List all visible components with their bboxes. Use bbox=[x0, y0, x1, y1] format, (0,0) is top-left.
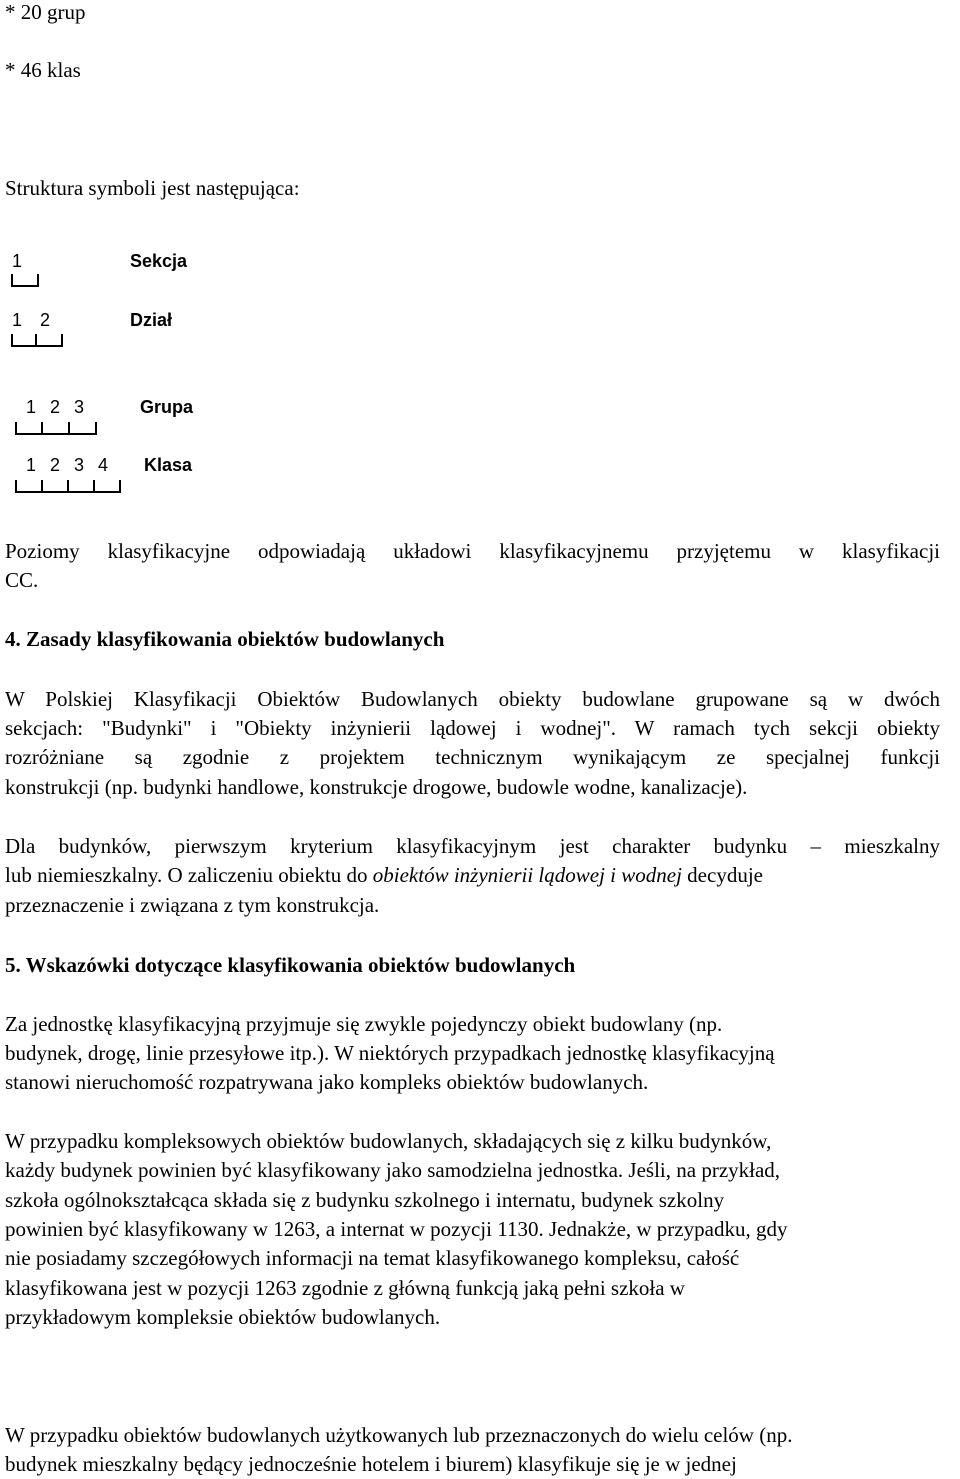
diagram-digit: 2 bbox=[50, 397, 61, 417]
text-line: Za jednostkę klasyfikacyjną przyjmuje się zwykle pojedynczy obiekt budowlany (np. bbox=[5, 1012, 723, 1036]
diagram-digit: 3 bbox=[74, 455, 85, 475]
diagram-label-grupa: Grupa bbox=[140, 397, 194, 417]
text-line: rozróżniane są zgodnie z projektem technicznym wynikającym ze specjalnej funkcji bbox=[5, 745, 940, 769]
list-item: * 20 grup bbox=[5, 0, 86, 24]
diagram-digit: 2 bbox=[50, 455, 61, 475]
text-line: W przypadku kompleksowych obiektów budowlanych, składających się z kilku budynków, bbox=[5, 1129, 772, 1153]
symbol-structure-diagram bbox=[10, 248, 220, 503]
text-line: szkoła ogólnokształcąca składa się z budynku szkolnego i internatu, budynek szkolny bbox=[5, 1188, 725, 1212]
text-line: budynek, drogę, linie przesyłowe itp.). W niektórych przypadkach jednostkę klasyfikacyjną bbox=[5, 1041, 775, 1065]
diagram-digit: 4 bbox=[98, 455, 109, 475]
text-span: lub niemieszkalny. O zaliczeniu obiektu do bbox=[5, 863, 373, 887]
text-line: sekcjach: "Budynki" i "Obiekty inżynierii lądowej i wodnej". W ramach tych sekcji obiekty bbox=[5, 716, 940, 740]
text-line bbox=[5, 865, 763, 886]
diagram-digit: 1 bbox=[12, 310, 23, 330]
bracket-icon bbox=[10, 332, 70, 352]
text-line: budynek mieszkalny będący jednocześnie hotelem i biurem) klasyfikuje się je w jednej bbox=[5, 1452, 737, 1476]
text-line: Dla budynków, pierwszym kryterium klasyfikacyjnym jest charakter budynku – mieszkalny bbox=[5, 834, 940, 858]
diagram-label-klasa: Klasa bbox=[144, 455, 193, 475]
section-heading-5: 5. Wskazówki dotyczące klasyfikowania obiektów budowlanych bbox=[5, 953, 576, 977]
diagram-digit: 1 bbox=[26, 455, 37, 475]
bracket-icon bbox=[10, 272, 50, 292]
text-line: W przypadku obiektów budowlanych użytkowanych lub przeznaczonych do wielu celów (np. bbox=[5, 1423, 793, 1447]
diagram-digit: 3 bbox=[74, 397, 85, 417]
diagram-digit: 1 bbox=[12, 251, 23, 271]
text-line: przeznaczenie i związana z tym konstrukcja. bbox=[5, 893, 380, 917]
text-line: nie posiadamy szczegółowych informacji na temat klasyfikowanego kompleksu, całość bbox=[5, 1246, 740, 1270]
emphasis-text: obiektów inżynierii lądowej i wodnej bbox=[372, 863, 682, 887]
intro-text: Struktura symboli jest następująca: bbox=[5, 176, 300, 200]
text-line: stanowi nieruchomość rozpatrywana jako kompleks obiektów budowlanych. bbox=[5, 1070, 649, 1094]
text-line: CC. bbox=[5, 568, 39, 592]
list-item: * 46 klas bbox=[5, 58, 81, 82]
diagram-digit: 1 bbox=[26, 397, 37, 417]
text-line: przykładowym kompleksie obiektów budowlanych. bbox=[5, 1305, 441, 1329]
text-line: konstrukcji (np. budynki handlowe, konstrukcje drogowe, budowle wodne, kanalizacje). bbox=[5, 775, 748, 799]
text-span: decyduje bbox=[681, 863, 763, 887]
bracket-icon bbox=[14, 478, 134, 498]
section-heading-4: 4. Zasady klasyfikowania obiektów budowlanych bbox=[5, 627, 445, 651]
diagram-label-dzial: Dział bbox=[130, 310, 173, 330]
text-line: każdy budynek powinien być klasyfikowany jako samodzielna jednostka. Jeśli, na przykład, bbox=[5, 1158, 781, 1182]
text-line: Poziomy klasyfikacyjne odpowiadają układowi klasyfikacyjnemu przyjętemu w klasyfikacji bbox=[5, 539, 940, 563]
bracket-icon bbox=[14, 420, 104, 440]
diagram-digit: 2 bbox=[40, 310, 51, 330]
text-line: powinien być klasyfikowany w 1263, a internat w pozycji 1130. Jednakże, w przypadku, gdy bbox=[5, 1217, 788, 1241]
diagram-label-sekcja: Sekcja bbox=[130, 251, 188, 271]
text-line: klasyfikowana jest w pozycji 1263 zgodnie z główną funkcją jaką pełni szkoła w bbox=[5, 1276, 685, 1300]
text-line: W Polskiej Klasyfikacji Obiektów Budowlanych obiekty budowlane grupowane są w dwóch bbox=[5, 687, 940, 711]
